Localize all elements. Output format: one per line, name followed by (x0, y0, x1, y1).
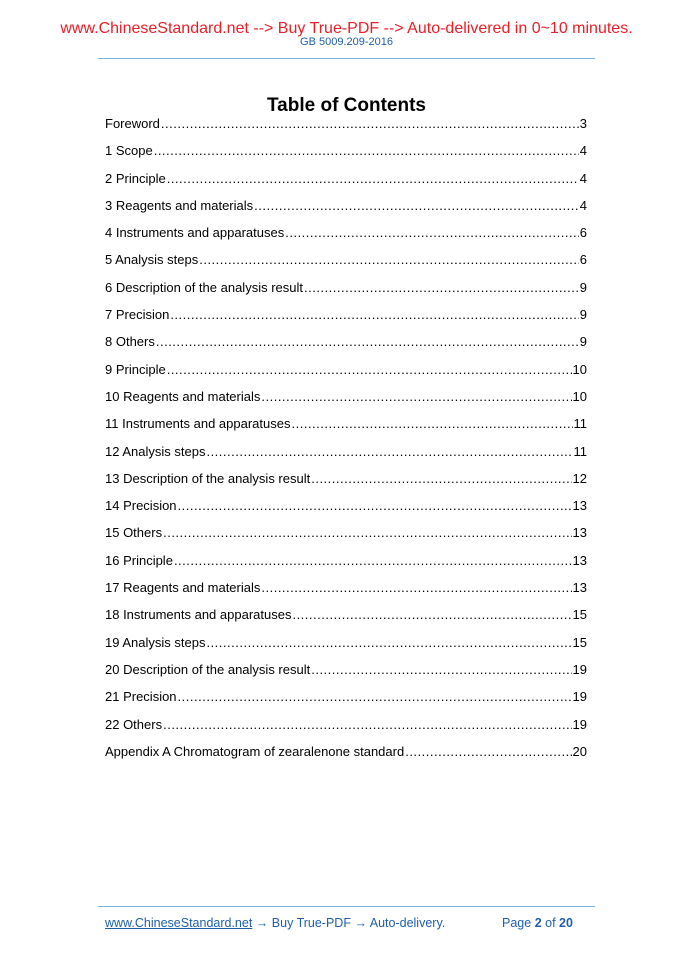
toc-entry[interactable] (105, 634, 587, 661)
toc-entry-page: 6 (579, 252, 587, 268)
footer-auto-text: Auto-delivery. (369, 916, 446, 930)
toc-leader-dots (405, 743, 571, 761)
toc-entry[interactable] (105, 279, 587, 306)
toc-entry-label: 9 Principle (105, 361, 166, 377)
toc-entry-page: 4 (579, 170, 587, 186)
toc-entry-page: 9 (579, 279, 587, 295)
toc-leader-dots (163, 716, 571, 734)
toc-entry-label: 5 Analysis steps (105, 252, 199, 268)
toc-entry-page: 6 (579, 225, 587, 241)
toc-entry[interactable] (105, 743, 587, 770)
toc-leader-dots (167, 170, 579, 188)
toc-entry-label: 6 Description of the analysis result (105, 279, 303, 295)
toc-entry-label: 15 Others (105, 525, 163, 541)
toc-entry-page: 11 (573, 416, 587, 432)
toc-entry-page: 3 (579, 116, 587, 131)
document-number: GB 5009.209-2016 (300, 36, 393, 48)
toc-entry[interactable] (105, 197, 587, 224)
toc-leader-dots (161, 115, 579, 133)
toc-entry[interactable] (105, 361, 587, 388)
toc-entry-page: 19 (572, 689, 587, 705)
toc-entry-page: 4 (579, 197, 587, 213)
toc-entry[interactable] (105, 524, 587, 551)
toc-entry[interactable] (105, 661, 587, 688)
footer-buy-text: Buy True-PDF (271, 916, 351, 930)
toc-entry[interactable] (105, 170, 587, 197)
toc-leader-dots (206, 443, 572, 461)
toc-entry[interactable] (105, 552, 587, 579)
toc-entry[interactable] (105, 142, 587, 169)
toc-leader-dots (199, 251, 579, 269)
toc-entry[interactable] (105, 333, 587, 360)
toc-entry-label: 14 Precision (105, 498, 177, 514)
toc-leader-dots (292, 415, 573, 433)
toc-entry-label: 22 Others (105, 716, 163, 732)
toc-entry-label: 21 Precision (105, 689, 177, 705)
toc-entry[interactable] (105, 306, 587, 333)
toc-entry-label: 12 Analysis steps (105, 443, 206, 459)
toc-entry-page: 9 (579, 307, 587, 323)
toc-entry-page: 13 (572, 580, 587, 596)
toc-entry-label: 2 Principle (105, 170, 166, 186)
toc-leader-dots (261, 388, 571, 406)
toc-leader-dots (254, 197, 579, 215)
toc-entry-label: 4 Instruments and apparatuses (105, 225, 285, 241)
toc-leader-dots (163, 524, 571, 542)
toc-leader-dots (206, 634, 571, 652)
toc-entry[interactable] (105, 579, 587, 606)
toc-entry[interactable] (105, 415, 587, 442)
promo-banner[interactable]: www.ChineseStandard.net --> Buy True-PDF --> Auto-delivered in 0~10 minutes. (60, 20, 633, 37)
toc-entry-page: 19 (572, 661, 587, 677)
toc-leader-dots (154, 142, 579, 160)
toc-entry-page: 9 (579, 334, 587, 350)
toc-entry-label: 3 Reagents and materials (105, 197, 254, 213)
toc-entry[interactable] (105, 688, 587, 715)
toc-entry-label: 11 Instruments and apparatuses (105, 416, 291, 432)
toc-entry-page: 10 (572, 388, 587, 404)
toc-entry-page: 13 (572, 498, 587, 514)
toc-leader-dots (156, 333, 579, 351)
toc-entry-page: 15 (572, 634, 587, 650)
footer-divider (98, 906, 595, 907)
toc-entry-page: 10 (572, 361, 587, 377)
toc-entry-label: 17 Reagents and materials (105, 580, 261, 596)
page-total: 20 (559, 916, 573, 930)
footer-left (105, 916, 445, 930)
toc-leader-dots (292, 606, 571, 624)
toc-entry[interactable] (105, 470, 587, 497)
toc-leader-dots (167, 361, 572, 379)
header-divider (98, 58, 595, 59)
toc-entry-label: 18 Instruments and apparatuses (105, 607, 292, 623)
toc-entry-label: 1 Scope (105, 143, 153, 159)
toc-entry[interactable] (105, 251, 587, 278)
toc-entry-label: Foreword (105, 116, 160, 131)
toc-entry-page: 19 (572, 716, 587, 732)
toc-entry-page: 11 (573, 443, 587, 459)
toc-leader-dots (311, 470, 571, 488)
toc-leader-dots (311, 661, 571, 679)
toc-leader-dots (174, 552, 572, 570)
arrow-right-icon: → (255, 916, 269, 930)
toc-entry[interactable] (105, 497, 587, 524)
toc-entry-page: 12 (572, 470, 587, 486)
toc-entry[interactable] (105, 115, 587, 142)
toc-entry[interactable] (105, 224, 587, 251)
toc-leader-dots (261, 579, 571, 597)
toc-leader-dots (304, 279, 579, 297)
arrow-right-icon: → (354, 916, 367, 930)
toc-leader-dots (285, 224, 579, 242)
toc-leader-dots (170, 306, 578, 324)
toc-entry-page: 20 (572, 743, 587, 759)
toc-entry-page: 13 (572, 525, 587, 541)
page-indicator (502, 916, 573, 930)
toc-leader-dots (178, 497, 572, 515)
toc-entry[interactable] (105, 388, 587, 415)
toc-entry-label: 10 Reagents and materials (105, 388, 261, 404)
toc-entry-label: 8 Others (105, 334, 155, 350)
toc-entry-label: 13 Description of the analysis result (105, 470, 311, 486)
footer-site-link[interactable]: www.ChineseStandard.net (105, 916, 253, 930)
page-word: Page (502, 916, 532, 930)
toc-entry[interactable] (105, 443, 587, 470)
toc-entry-page: 4 (579, 143, 587, 159)
page-title: Table of Contents (266, 94, 427, 116)
toc-entry-label: 19 Analysis steps (105, 634, 206, 650)
toc-entry-label: 7 Precision (105, 307, 170, 323)
toc-entry-label: 20 Description of the analysis result (105, 661, 311, 677)
toc-entry[interactable] (105, 716, 587, 743)
toc-entry-label: 16 Principle (105, 552, 173, 568)
toc-entry-page: 13 (572, 552, 587, 568)
toc-leader-dots (178, 688, 572, 706)
table-of-contents (105, 115, 587, 770)
toc-entry[interactable] (105, 606, 587, 633)
page-current: 2 (534, 916, 542, 930)
toc-entry-page: 15 (572, 607, 587, 623)
toc-entry-label: Appendix A Chromatogram of zearalenone standard (105, 743, 405, 759)
of-word: of (545, 916, 556, 930)
